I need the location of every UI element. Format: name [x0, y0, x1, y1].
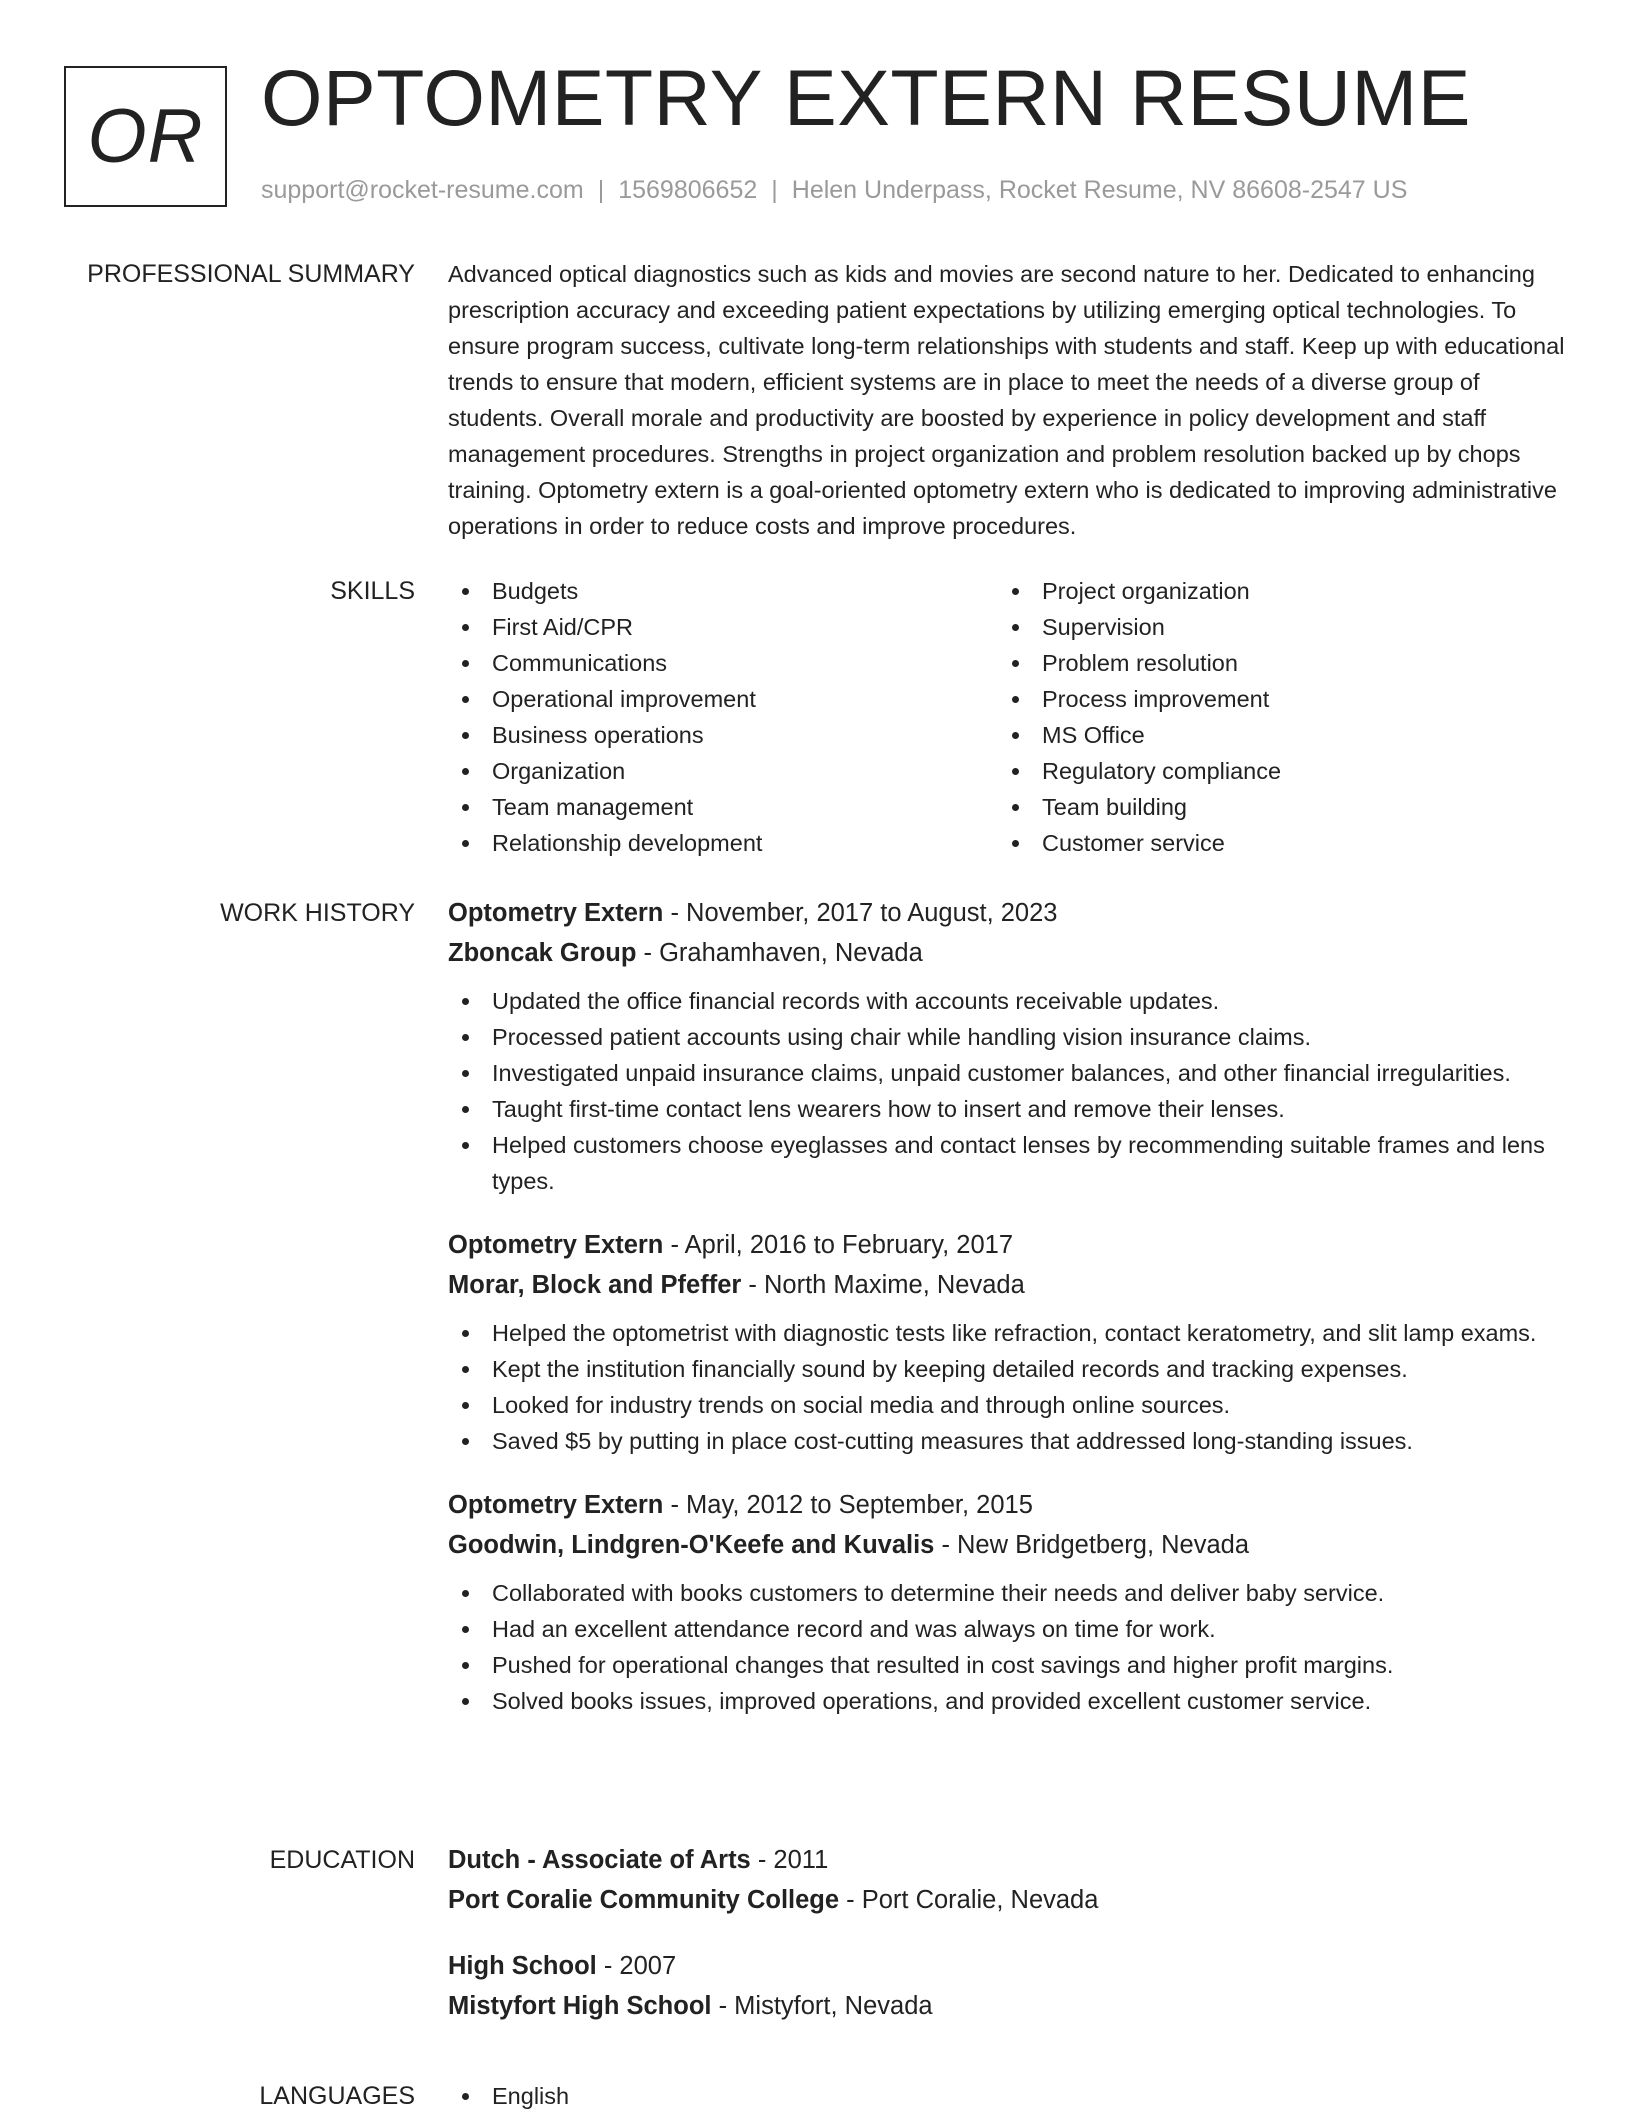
contact-separator: | [597, 176, 605, 204]
job-company: Morar, Block and Pfeffer [448, 1271, 742, 1299]
skill-item: Process improvement [998, 681, 1548, 717]
job-bullet: Looked for industry trends on social media and through online sources. [448, 1387, 1568, 1423]
edu-location: - Port Coralie, Nevada [839, 1886, 1099, 1914]
job-bullet: Saved $5 by putting in place cost-cutting measures that addressed long-standing issues. [448, 1423, 1568, 1459]
job-company-line [448, 933, 1568, 973]
job-company-line [448, 1265, 1568, 1305]
skill-item: Communications [448, 645, 998, 681]
job-company: Zboncak Group [448, 939, 637, 967]
edu-degree: Dutch - Associate of Arts [448, 1846, 751, 1874]
skill-item: Problem resolution [998, 645, 1548, 681]
job-title: Optometry Extern [448, 1231, 664, 1259]
skill-item: Team management [448, 789, 998, 825]
job-entry [448, 893, 1568, 1199]
job-entry [448, 1225, 1568, 1459]
language-item: English [448, 2078, 1568, 2114]
edu-school-line [448, 1880, 1568, 1920]
job-bullet: Taught first-time contact lens wearers how to insert and remove their lenses. [448, 1091, 1568, 1127]
summary-heading: PROFESSIONAL SUMMARY [87, 260, 415, 288]
skill-item: Relationship development [448, 825, 998, 861]
job-bullet: Collaborated with books customers to determine their needs and deliver baby service. [448, 1575, 1568, 1611]
work-body [448, 893, 1568, 1745]
skills-heading: SKILLS [330, 577, 415, 605]
skill-item: First Aid/CPR [448, 609, 998, 645]
contact-separator: | [771, 176, 778, 204]
job-dates: - November, 2017 to August, 2023 [663, 899, 1058, 927]
edu-degree-line [448, 1946, 1568, 1986]
job-bullets [448, 1315, 1568, 1459]
monogram-logo: OR [64, 66, 227, 207]
languages-list [448, 2078, 1568, 2114]
job-bullets [448, 983, 1568, 1199]
skill-item: Operational improvement [448, 681, 998, 717]
education-entry [448, 1840, 1568, 1920]
work-heading: WORK HISTORY [220, 899, 415, 927]
languages-heading: LANGUAGES [259, 2082, 415, 2110]
contact-address: Helen Underpass, Rocket Resume, NV 86608-2547 US [791, 176, 1408, 204]
skill-item: Organization [448, 753, 998, 789]
skill-item: Project organization [998, 573, 1548, 609]
edu-degree: High School [448, 1952, 597, 1980]
job-company-line [448, 1525, 1568, 1565]
job-title: Optometry Extern [448, 899, 664, 927]
edu-location: - Mistyfort, Nevada [711, 1992, 933, 2020]
job-location: - Grahamhaven, Nevada [636, 939, 923, 967]
contact-line [261, 176, 1407, 205]
job-location: - North Maxime, Nevada [741, 1271, 1025, 1299]
skills-list-left [448, 573, 998, 861]
job-bullets [448, 1575, 1568, 1719]
job-entry [448, 1485, 1568, 1719]
job-title-line [448, 1225, 1568, 1265]
job-bullet: Investigated unpaid insurance claims, unpaid customer balances, and other financial irregularities. [448, 1055, 1568, 1091]
job-bullet: Updated the office financial records with accounts receivable updates. [448, 983, 1568, 1019]
skill-item: MS Office [998, 717, 1548, 753]
job-company: Goodwin, Lindgren-O'Keefe and Kuvalis [448, 1531, 935, 1559]
skill-item: Business operations [448, 717, 998, 753]
job-bullet: Helped customers choose eyeglasses and contact lenses by recommending suitable frames and lens types. [448, 1127, 1568, 1199]
job-dates: - May, 2012 to September, 2015 [663, 1491, 1033, 1519]
edu-year: - 2007 [596, 1952, 677, 1980]
job-bullet: Had an excellent attendance record and was always on time for work. [448, 1611, 1568, 1647]
edu-school: Port Coralie Community College [448, 1886, 840, 1914]
summary-body [448, 256, 1568, 544]
skill-item: Supervision [998, 609, 1548, 645]
job-bullet: Pushed for operational changes that resulted in cost savings and higher profit margins. [448, 1647, 1568, 1683]
education-heading: EDUCATION [269, 1846, 415, 1874]
job-dates: - April, 2016 to February, 2017 [663, 1231, 1014, 1259]
job-bullet: Processed patient accounts using chair while handling vision insurance claims. [448, 1019, 1568, 1055]
job-title: Optometry Extern [448, 1491, 664, 1519]
edu-school: Mistyfort High School [448, 1992, 712, 2020]
education-entry [448, 1946, 1568, 2026]
skills-body [448, 573, 1568, 861]
job-bullet: Helped the optometrist with diagnostic tests like refraction, contact keratometry, and slit lamp exams. [448, 1315, 1568, 1351]
job-title-line [448, 893, 1568, 933]
skill-item: Budgets [448, 573, 998, 609]
languages-body [448, 2078, 1568, 2114]
edu-year: - 2011 [750, 1846, 829, 1874]
job-bullet: Solved books issues, improved operations, and provided excellent customer service. [448, 1683, 1568, 1719]
skill-item: Team building [998, 789, 1548, 825]
skill-item: Regulatory compliance [998, 753, 1548, 789]
resume-title: OPTOMETRY EXTERN RESUME [261, 53, 1471, 142]
job-bullet: Kept the institution financially sound by keeping detailed records and tracking expenses. [448, 1351, 1568, 1387]
summary-text: Advanced optical diagnostics such as kids and movies are second nature to her. Dedicated to enhancing prescription accuracy and exceeding patient expectations by utilizing emerging optical technologies. To ensure program success, cultivate long-term relationships with students and staff. Keep up with educational trends to ensure that modern, efficient systems are in place to meet the needs of a diverse group of students. Overall morale and productivity are boosted by experience in policy development and staff management procedures. Strengths in project organization and problem resolution backed up by chops training. Optometry extern is a goal-oriented optometry extern who is dedicated to improving administrative operations in order to reduce costs and improve procedures. [448, 261, 1565, 539]
education-body [448, 1840, 1568, 2052]
contact-email: support@rocket-resume.com [261, 176, 584, 204]
skills-list-right [998, 573, 1548, 861]
edu-school-line [448, 1986, 1568, 2026]
job-location: - New Bridgetberg, Nevada [934, 1531, 1250, 1559]
edu-degree-line [448, 1840, 1568, 1880]
skill-item: Customer service [998, 825, 1548, 861]
job-title-line [448, 1485, 1568, 1525]
contact-phone: 1569806652 [618, 176, 758, 204]
